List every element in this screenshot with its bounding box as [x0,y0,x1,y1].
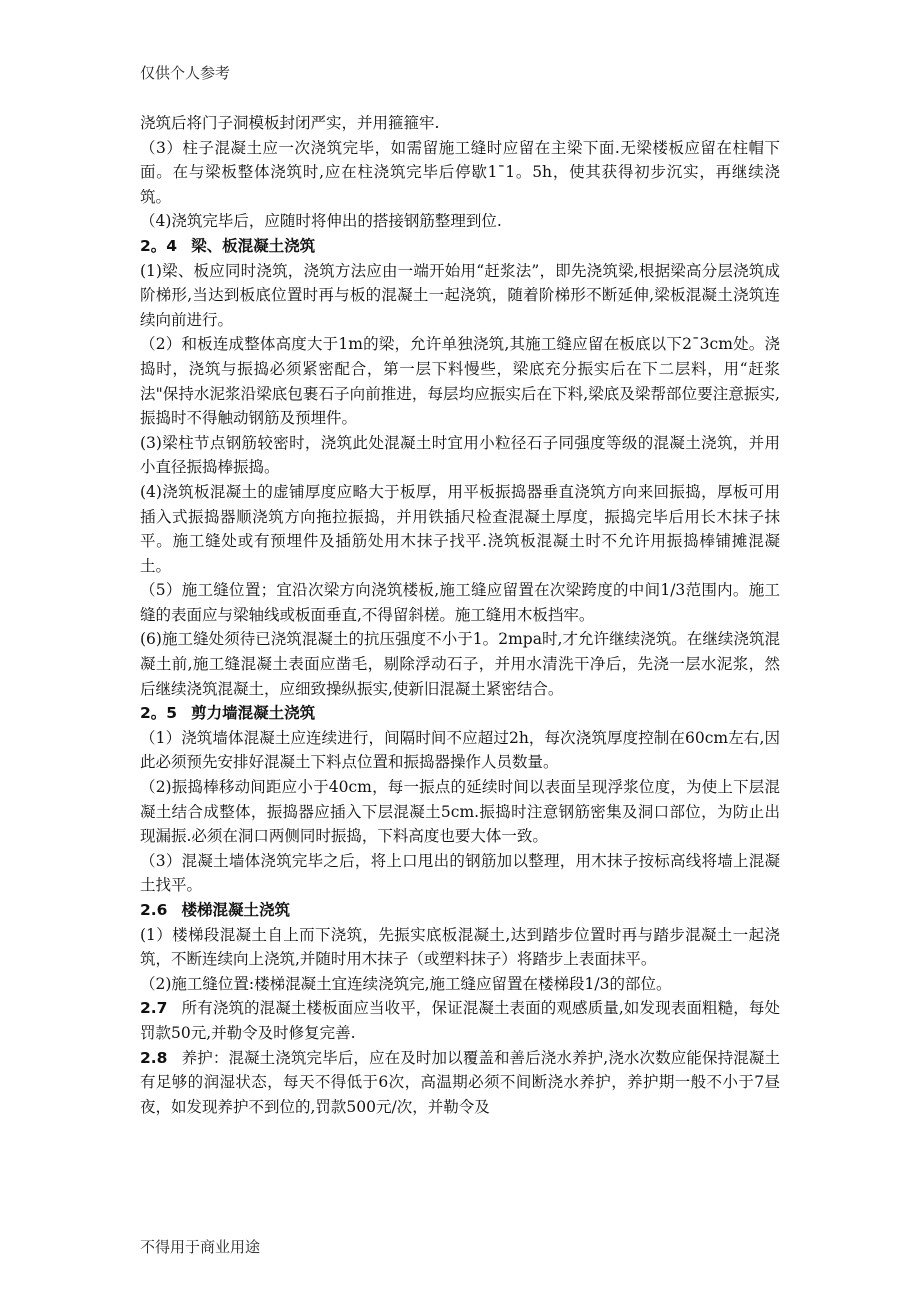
footer-note: 不得用于商业用途 [140,1238,261,1256]
section-heading-2-4 [140,234,780,259]
paragraph-continued: 浇筑后将门子洞模板封闭严实，并用箍箍牢. [140,114,440,132]
paragraph-2-7 [140,996,780,1045]
paragraph-text: 养护：混凝土浇筑完毕后，应在及时加以覆盖和善后浇水养护,浇水次数应能保持混凝土有足够的润湿状态，每天不得低于6次，高温期必须不间断浇水养护，养护期一般不小于7昼夜，如发现养护不到位的,罚款500元/次，并勒令及 [140,1048,780,1116]
paragraph-2-5-2: （2)振捣棒移动间距应小于40cm，每一振点的延续时间以表面呈现浮浆位度，为使上下层混凝土结合成整体，振捣器应插入下层混凝土5cm.振捣时注意钢筋密集及洞口部位，为防止出现漏振.必须在洞口两侧同时振捣，下料高度也要大体一致。 [140,778,780,846]
section-title: 楼梯混凝土浇筑 [181,901,290,919]
section-heading-2-6 [140,898,780,923]
paragraph-2-4-1: (1)梁、板应同时浇筑，浇筑方法应由一端开始用“赶浆法”，即先浇筑梁,根据梁高分层浇筑成阶梯形,当达到板底位置时再与板的混凝土一起浇筑，随着阶梯形不断延伸,梁板混凝土浇筑连续向前进行。 [140,261,780,329]
paragraph-2-6-2: （2)施工缝位置:楼梯混凝土宜连续浇筑完,施工缝应留置在楼梯段1/3的部位。 [140,974,672,993]
paragraph-2-8 [140,1046,780,1120]
section-number: 2。5 [140,704,178,723]
paragraph-2-6-1: (1）楼梯段混凝土自上而下浇筑，先振实底板混凝土,达到踏步位置时再与踏步混凝土一起浇筑，不断连续向上浇筑,并随时用木抹子（或塑料抹子）将踏步上表面抹平。 [140,925,780,969]
section-number: 2.8 [140,1048,168,1067]
paragraph-text: 所有浇筑的混凝土楼板面应当收平，保证混凝土表面的观感质量,如发现表面粗糙，每处罚款50元,并勒令及时修复完善. [140,999,780,1042]
paragraph-2-4-5: （5）施工缝位置；宜沿次梁方向浇筑楼板,施工缝应留置在次梁跨度的中间1/3范围内。施工缝的表面应与梁轴线或板面垂直,不得留斜槎。施工缝用木板挡牢。 [140,581,780,624]
paragraph-2-4-6: (6)施工缝处须待已浇筑混凝土的抗压强度不小于1。2mpa时,才允许继续浇筑。在继续浇筑混凝土前,施工缝混凝土表面应凿毛，剔除浮动石子，并用水清洗干净后，先浇一层水泥浆，然后继续浇筑混凝土，应细致操纵振实,使新旧混凝土紧密结合。 [140,630,780,698]
paragraph-item-4: （4)浇筑完毕后，应随时将伸出的搭接钢筋整理到位. [140,212,502,231]
section-heading-2-5 [140,701,780,726]
section-title: 剪力墙混凝土浇筑 [191,704,316,723]
header-note: 仅供个人参考 [140,64,231,82]
paragraph-2-4-4: (4)浇筑板混凝土的虚铺厚度应略大于板厚，用平板振捣器垂直浇筑方向来回振捣，厚板可用插入式振捣器顺浇筑方向拖拉振捣，并用铁插尺检查混凝土厚度，振捣完毕后用长木抹子抹平。施工缝处或有预埋件及插筋处用木抹子找平.浇筑板混凝土时不允许用振捣棒铺摊混凝土。 [140,482,780,575]
section-number: 2.6 [140,901,168,919]
section-title: 梁、板混凝土浇筑 [191,236,316,255]
paragraph-item-3: （3）柱子混凝土应一次浇筑完毕，如需留施工缝时应留在主梁下面.无梁楼板应留在柱帽下面。在与梁板整体浇筑时,应在柱浇筑完毕后停歇1¯1。5h，使其获得初步沉实，再继续浇筑。 [140,138,780,206]
section-number: 2.7 [140,999,168,1018]
paragraph-2-5-1: （1）浇筑墙体混凝土应连续进行，间隔时间不应超过2h，每次浇筑厚度控制在60cm左右,因此必须预先安排好混凝土下料点位置和振捣器操作人员数量。 [140,728,780,772]
document-body [140,111,780,1119]
section-number: 2。4 [140,236,178,255]
paragraph-2-4-2: （2）和板连成整体高度大于1m的梁，允许单独浇筑,其施工缝应留在板底以下2¯3cm处。浇捣时，浇筑与振捣必须紧密配合，第一层下料慢些，梁底充分振实后在下二层料，用“赶浆法"保持水泥浆沿梁底包裹石子向前推进，每层均应振实后在下料,梁底及梁帮部位要注意振实,振捣时不得触动钢筋及预埋件。 [140,335,780,428]
paragraph-2-5-3: （3）混凝土墙体浇筑完毕之后，将上口甩出的钢筋加以整理，用木抹子按标高线将墙上混凝土找平。 [140,851,780,895]
paragraph-2-4-3: (3)梁柱节点钢筋较密时，浇筑此处混凝土时宜用小粒径石子同强度等级的混凝土浇筑，并用小直径振捣棒振捣。 [140,433,780,477]
